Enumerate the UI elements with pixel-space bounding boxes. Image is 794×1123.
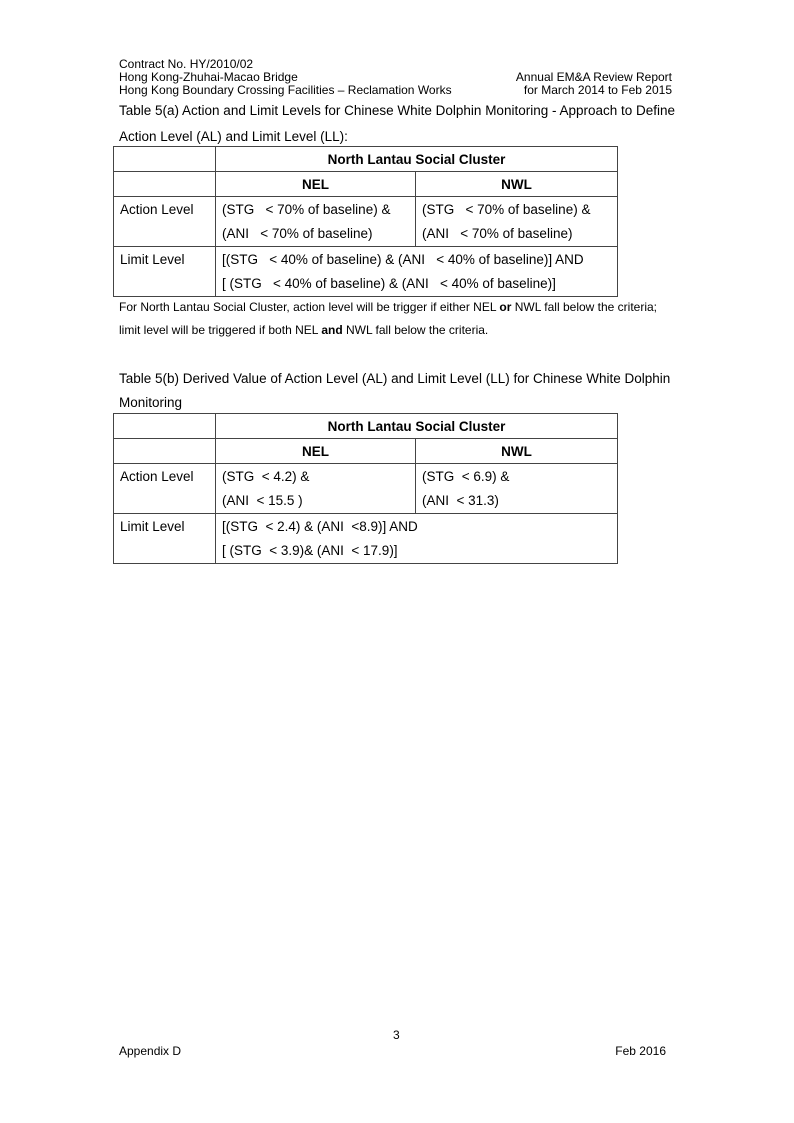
table-row (114, 514, 618, 539)
note-line2 (119, 323, 699, 337)
empty-cell (114, 439, 216, 464)
note-text: limit level will be triggered if both NEL (119, 323, 322, 337)
action-nel-stg: (STG < 4.2) & (216, 464, 416, 489)
column-header-nel: NEL (216, 172, 416, 197)
row-label-action: Action Level (114, 197, 216, 222)
row-label-action: Action Level (114, 464, 216, 489)
table-row (114, 197, 618, 222)
note-emphasis-and: and (321, 323, 343, 337)
report-period: for March 2014 to Feb 2015 (523, 83, 672, 97)
header-works-line (119, 84, 672, 97)
column-header-nel: NEL (216, 439, 416, 464)
empty-cell (114, 222, 216, 247)
works-name: Hong Kong Boundary Crossing Facilities – Reclamation Works (119, 83, 452, 97)
project-name: Hong Kong-Zhuhai-Macao Bridge (119, 70, 298, 84)
action-nwl-ani: (ANI < 70% of baseline) (416, 222, 618, 247)
contract-number: Contract No. HY/2010/02 (119, 57, 254, 71)
table-derived-values (113, 413, 618, 564)
table-row (114, 272, 618, 297)
column-header-nwl: NWL (416, 172, 618, 197)
action-nwl-ani: (ANI < 31.3) (416, 489, 618, 514)
table-row (114, 439, 618, 464)
table-b-caption-line1: Table 5(b) Derived Value of Action Level (AL) and Limit Level (LL) for Chinese White Dolphin (119, 371, 671, 386)
table-action-limit-approach (113, 146, 618, 297)
report-title: Annual EM&A Review Report (515, 70, 672, 84)
table-row (114, 222, 618, 247)
note-emphasis-or: or (499, 300, 512, 314)
table-a-caption-line2: Action Level (AL) and Limit Level (LL): (119, 129, 348, 144)
table-row (114, 147, 618, 172)
table-row (114, 247, 618, 272)
table-row (114, 464, 618, 489)
limit-line-2: [ (STG < 3.9)& (ANI < 17.9)] (216, 539, 618, 564)
limit-line-1: [(STG < 2.4) & (ANI <8.9)] AND (216, 514, 618, 539)
row-label-limit: Limit Level (114, 514, 216, 539)
empty-cell (114, 172, 216, 197)
group-header: North Lantau Social Cluster (216, 147, 618, 172)
empty-cell (114, 489, 216, 514)
action-nwl-stg: (STG < 6.9) & (416, 464, 618, 489)
empty-cell (114, 147, 216, 172)
table-row (114, 414, 618, 439)
page-number: 3 (393, 1028, 400, 1042)
table-row (114, 489, 618, 514)
action-nwl-stg: (STG < 70% of baseline) & (416, 197, 618, 222)
row-label-limit: Limit Level (114, 247, 216, 272)
table-a-caption-line1: Table 5(a) Action and Limit Levels for Chinese White Dolphin Monitoring - Approach to Define (119, 103, 676, 118)
action-nel-ani: (ANI < 15.5 ) (216, 489, 416, 514)
empty-cell (114, 414, 216, 439)
limit-line-2: [ (STG < 40% of baseline) & (ANI < 40% of baseline)] (216, 272, 618, 297)
column-header-nwl: NWL (416, 439, 618, 464)
note-text: For North Lantau Social Cluster, action level will be trigger if either NEL (119, 300, 500, 314)
footer-date: Feb 2016 (615, 1044, 666, 1058)
empty-cell (114, 539, 216, 564)
footer-appendix: Appendix D (119, 1044, 182, 1058)
group-header: North Lantau Social Cluster (216, 414, 618, 439)
note-text: NWL fall below the criteria; (511, 300, 658, 314)
action-nel-stg: (STG < 70% of baseline) & (216, 197, 416, 222)
note-text: NWL fall below the criteria. (342, 323, 489, 337)
empty-cell (114, 272, 216, 297)
table-b-caption-line2: Monitoring (119, 395, 183, 410)
table-row (114, 172, 618, 197)
limit-line-1: [(STG < 40% of baseline) & (ANI < 40% of baseline)] AND (216, 247, 618, 272)
note-line1 (119, 300, 699, 314)
action-nel-ani: (ANI < 70% of baseline) (216, 222, 416, 247)
table-row (114, 539, 618, 564)
